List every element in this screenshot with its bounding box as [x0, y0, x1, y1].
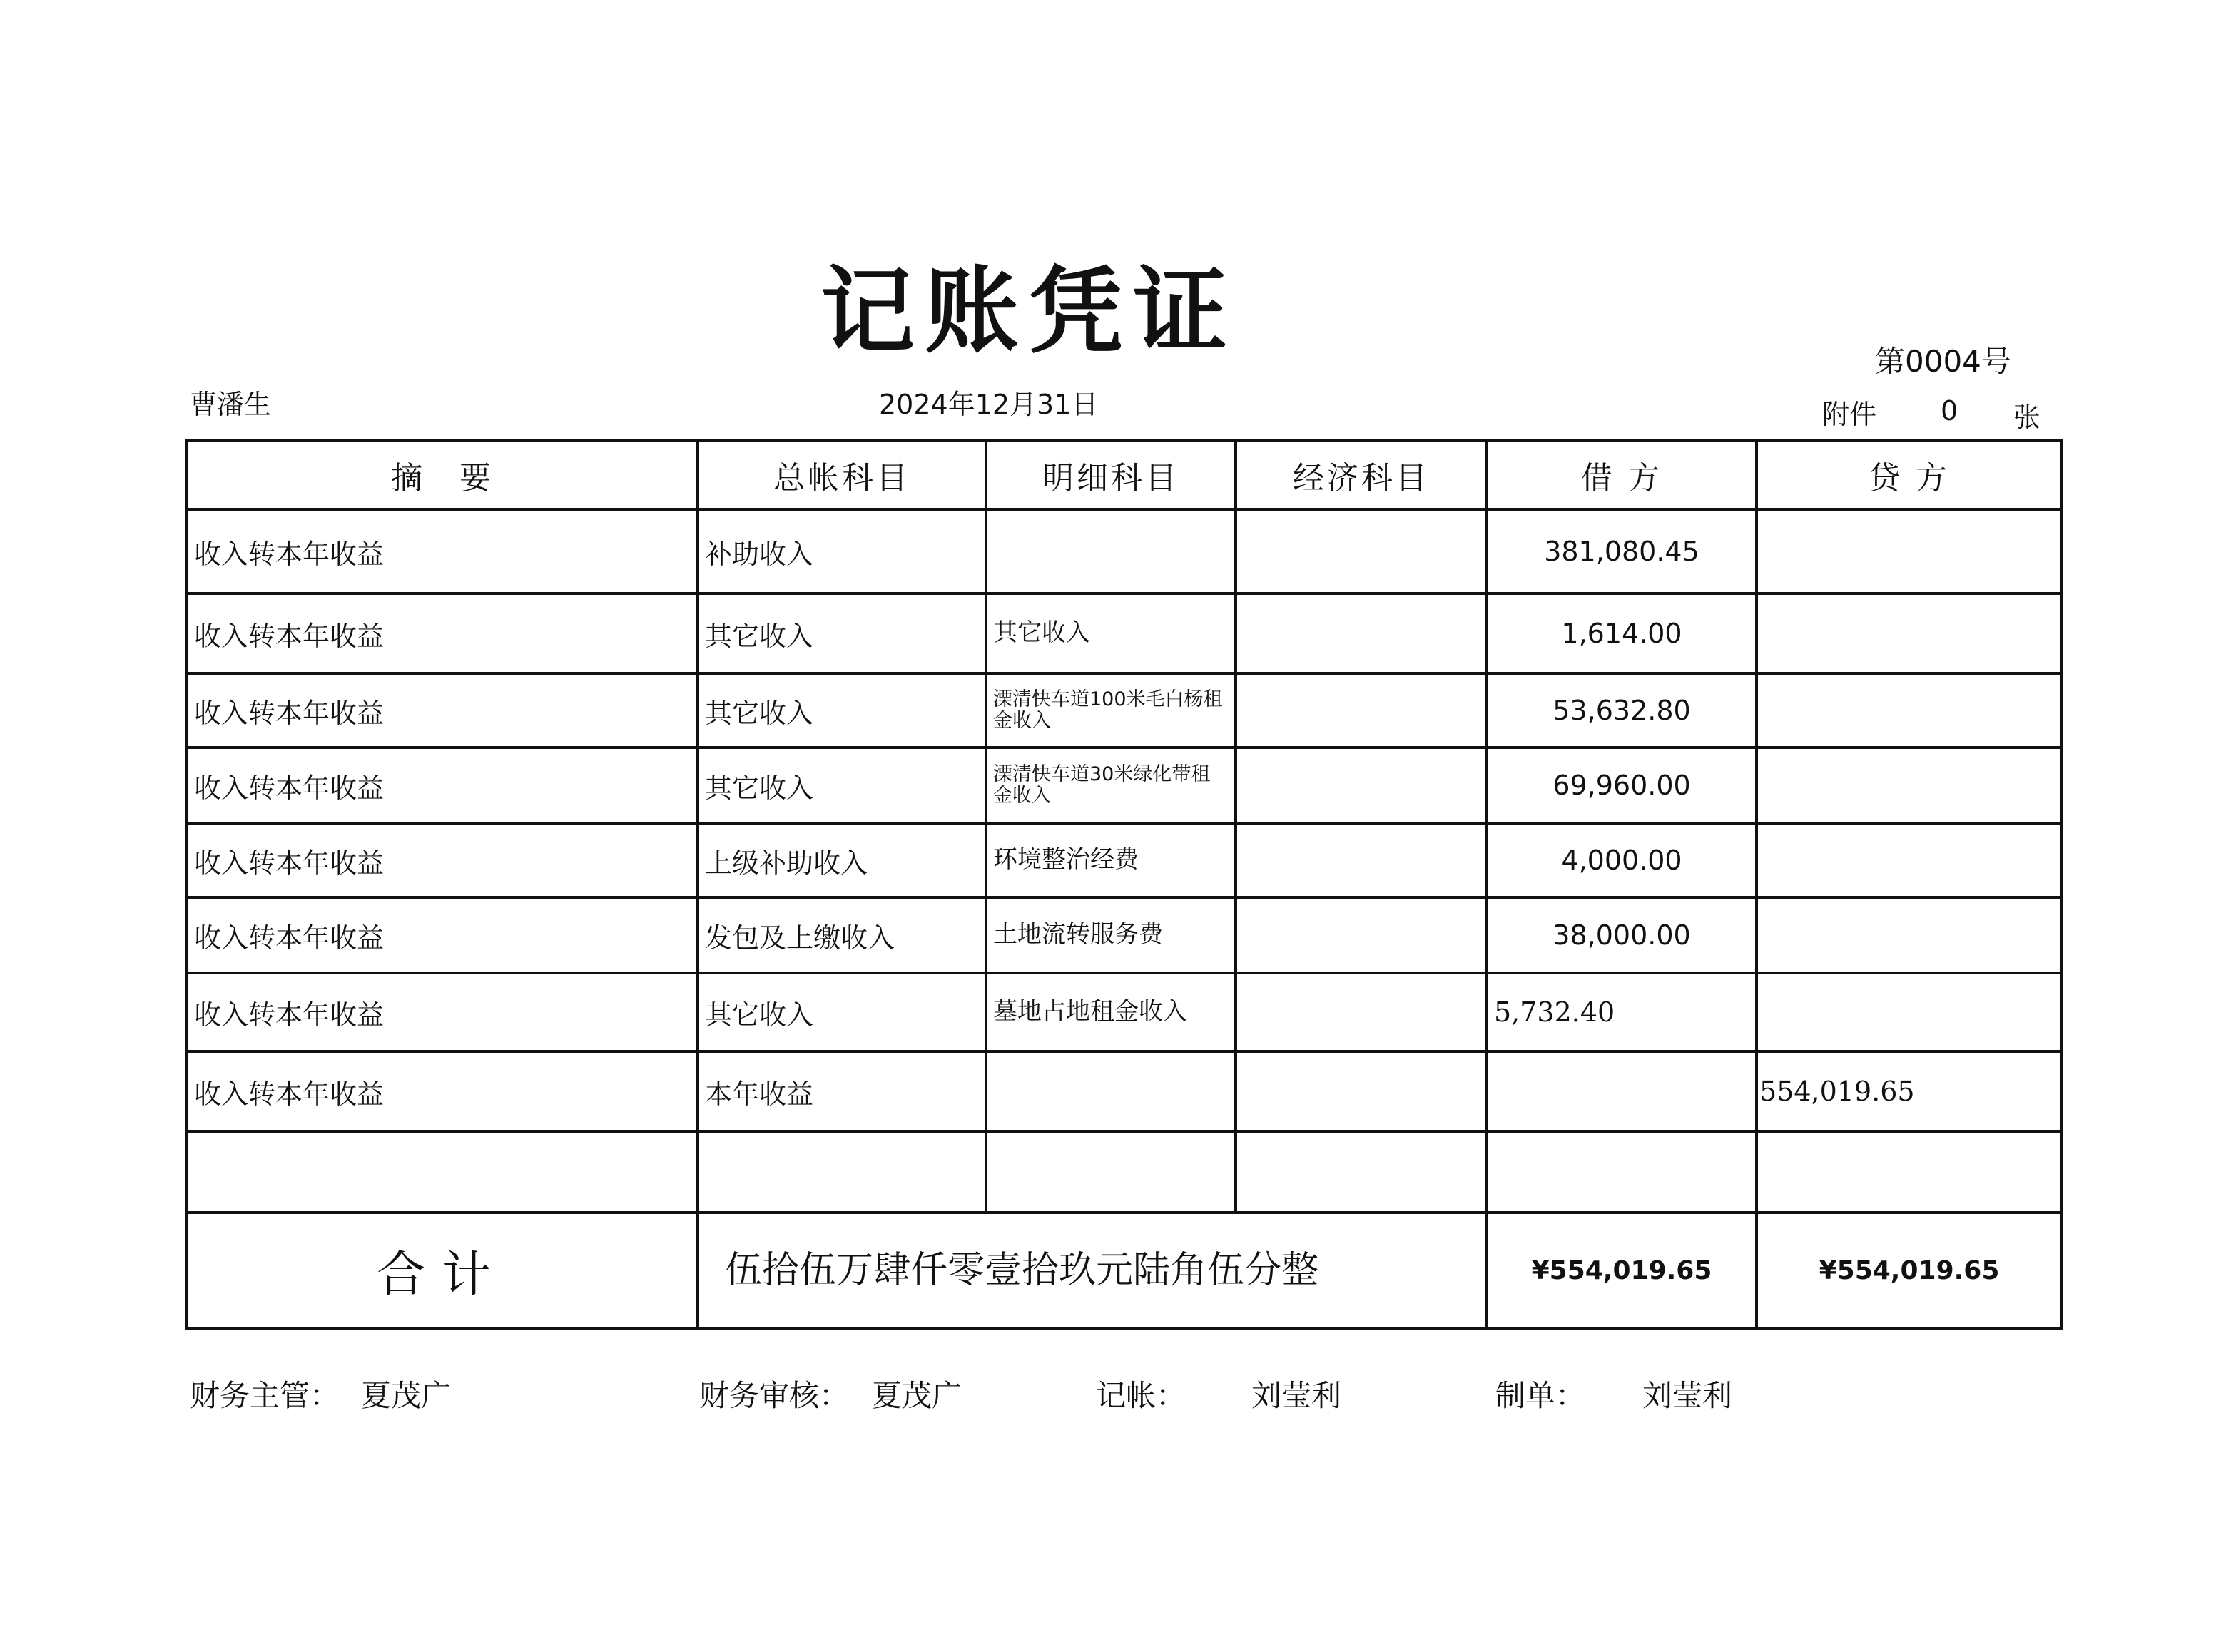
- table-row: [187, 593, 2062, 673]
- general-account-cell: 发包及上缴收入: [698, 897, 986, 973]
- summary-cell: 收入转本年收益: [187, 973, 698, 1051]
- column-header-credit: 贷 方: [1757, 441, 2062, 509]
- attachment-label: 附件: [1822, 399, 1877, 430]
- credit-cell: [1757, 973, 2062, 1051]
- supervisor-label: 财务主管：: [190, 1378, 340, 1413]
- debit-cell: 1,614.00: [1487, 593, 1757, 673]
- general-account-cell: 其它收入: [698, 973, 986, 1051]
- economic-account-cell: [1236, 593, 1487, 673]
- supervisor-name: 夏茂广: [361, 1378, 452, 1413]
- total-row: [187, 1213, 2062, 1328]
- summary-cell: [187, 1131, 698, 1213]
- summary-cell: 收入转本年收益: [187, 748, 698, 823]
- detail-account-cell: 溧清快车道100米毛白杨租金收入: [986, 673, 1236, 748]
- debit-cell: 69,960.00: [1487, 748, 1757, 823]
- debit-cell: 38,000.00: [1487, 897, 1757, 973]
- bookkeeper-label: 记帐：: [1096, 1378, 1186, 1413]
- unit-name: 曹潘生: [190, 389, 272, 420]
- table-row: [187, 823, 2062, 897]
- bookkeeper-name: 刘莹利: [1251, 1378, 1342, 1413]
- economic-account-cell: [1236, 973, 1487, 1051]
- debit-cell: 53,632.80: [1487, 673, 1757, 748]
- general-account-cell: 补助收入: [698, 509, 986, 593]
- table-row: [187, 509, 2062, 593]
- detail-account-cell: 墓地占地租金收入: [986, 973, 1236, 1051]
- detail-account-cell: [986, 1051, 1236, 1131]
- debit-cell: [1487, 1051, 1757, 1131]
- attachment-unit: 张: [2013, 402, 2041, 433]
- economic-account-cell: [1236, 673, 1487, 748]
- column-header-detail-account: 明细科目: [986, 441, 1236, 509]
- general-account-cell: 本年收益: [698, 1051, 986, 1131]
- voucher-date: 2024年12月31日: [879, 389, 1099, 420]
- general-account-cell: [698, 1131, 986, 1213]
- detail-account-cell: [986, 1131, 1236, 1213]
- total-label: 合计: [187, 1213, 698, 1328]
- column-header-debit: 借 方: [1487, 441, 1757, 509]
- table-row: [187, 673, 2062, 748]
- debit-cell: 381,080.45: [1487, 509, 1757, 593]
- economic-account-cell: [1236, 897, 1487, 973]
- summary-cell: 收入转本年收益: [187, 593, 698, 673]
- economic-account-cell: [1236, 1051, 1487, 1131]
- economic-account-cell: [1236, 748, 1487, 823]
- total-credit: ¥554,019.65: [1757, 1213, 2062, 1328]
- credit-cell: 554,019.65: [1757, 1051, 2062, 1131]
- total-amount-in-words: 伍拾伍万肆仟零壹拾玖元陆角伍分整: [698, 1213, 1487, 1328]
- credit-cell: [1757, 1131, 2062, 1213]
- detail-account-cell: 溧清快车道30米绿化带租金收入: [986, 748, 1236, 823]
- debit-cell: 4,000.00: [1487, 823, 1757, 897]
- summary-cell: 收入转本年收益: [187, 823, 698, 897]
- economic-account-cell: [1236, 509, 1487, 593]
- detail-account-cell: 其它收入: [986, 593, 1236, 673]
- detail-account-cell: 土地流转服务费: [986, 897, 1236, 973]
- summary-cell: 收入转本年收益: [187, 509, 698, 593]
- table-row: [187, 1131, 2062, 1213]
- table-row: [187, 1051, 2062, 1131]
- credit-cell: [1757, 748, 2062, 823]
- debit-cell: 5,732.40: [1487, 973, 1757, 1051]
- voucher-title: 记账凭证: [820, 256, 1237, 367]
- summary-cell: 收入转本年收益: [187, 673, 698, 748]
- column-header-economic-account: 经济科目: [1236, 441, 1487, 509]
- voucher-table: [186, 439, 2063, 1330]
- detail-account-cell: 环境整治经费: [986, 823, 1236, 897]
- debit-cell: [1487, 1131, 1757, 1213]
- table-row: [187, 973, 2062, 1051]
- general-account-cell: 其它收入: [698, 673, 986, 748]
- credit-cell: [1757, 897, 2062, 973]
- preparer-label: 制单：: [1495, 1378, 1586, 1413]
- credit-cell: [1757, 509, 2062, 593]
- attachment-count: 0: [1941, 395, 1958, 427]
- detail-account-cell: [986, 509, 1236, 593]
- credit-cell: [1757, 823, 2062, 897]
- column-header-general-account: 总帐科目: [698, 441, 986, 509]
- credit-cell: [1757, 673, 2062, 748]
- table-row: [187, 897, 2062, 973]
- column-header-summary: 摘 要: [187, 441, 698, 509]
- general-account-cell: 其它收入: [698, 748, 986, 823]
- general-account-cell: 上级补助收入: [698, 823, 986, 897]
- table-header-row: [187, 441, 2062, 509]
- general-account-cell: 其它收入: [698, 593, 986, 673]
- summary-cell: 收入转本年收益: [187, 1051, 698, 1131]
- economic-account-cell: [1236, 1131, 1487, 1213]
- auditor-label: 财务审核：: [699, 1378, 850, 1413]
- auditor-name: 夏茂广: [872, 1378, 962, 1413]
- credit-cell: [1757, 593, 2062, 673]
- voucher-number: 第0004号: [1875, 344, 2011, 379]
- economic-account-cell: [1236, 823, 1487, 897]
- total-debit: ¥554,019.65: [1487, 1213, 1757, 1328]
- summary-cell: 收入转本年收益: [187, 897, 698, 973]
- preparer-name: 刘莹利: [1642, 1378, 1733, 1413]
- table-row: [187, 748, 2062, 823]
